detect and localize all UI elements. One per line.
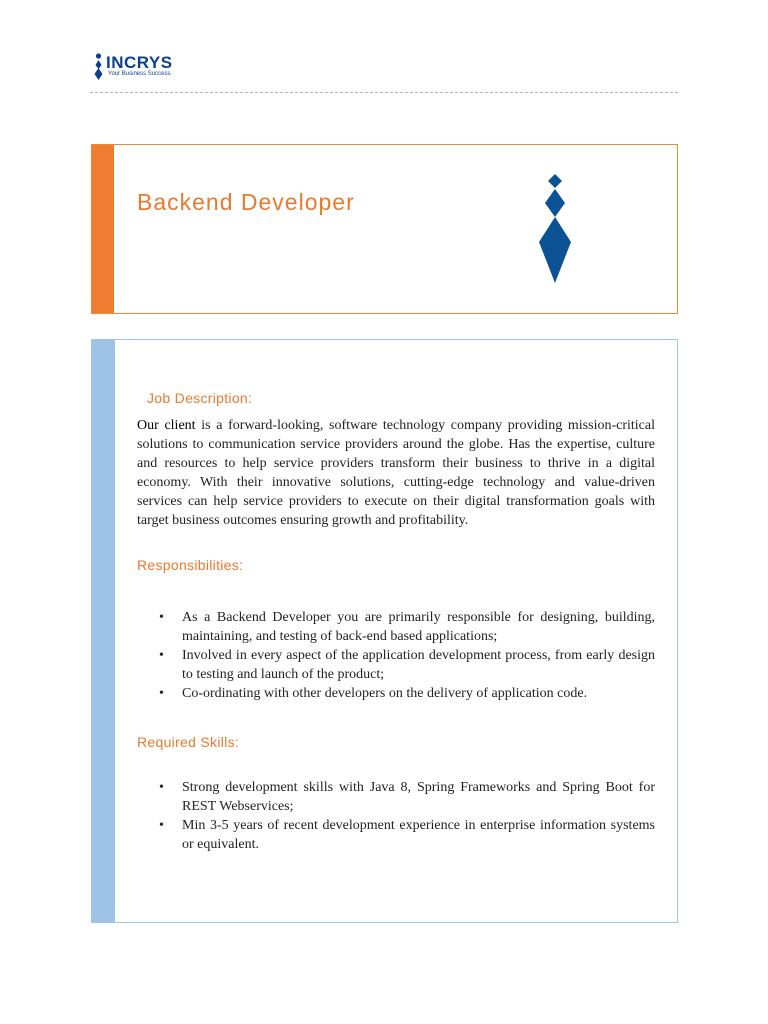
bullet-icon: • — [159, 648, 164, 663]
logo-wordmark: INCRYS — [106, 53, 173, 72]
bullet-icon: • — [159, 610, 164, 625]
logo-tagline: Your Business Success — [108, 71, 171, 77]
list-item — [137, 684, 655, 703]
list-item — [137, 608, 655, 646]
title-accent-bar — [92, 145, 114, 313]
list-item-text: Co-ordinating with other developers on the delivery of application code. — [182, 686, 588, 701]
responsibilities-list — [137, 608, 655, 703]
incrys-logo — [92, 50, 202, 82]
incrys-figure-icon — [94, 53, 103, 80]
title-card — [91, 144, 678, 314]
job-description-text — [137, 416, 655, 530]
list-item-text: Strong development skills with Java 8, Spring Frameworks and Spring Boot for REST Webservices; — [182, 780, 655, 814]
content-card — [91, 339, 678, 923]
list-item — [137, 646, 655, 684]
list-item-text: Min 3-5 years of recent development experience in enterprise information systems or equivalent. — [182, 818, 655, 852]
incrys-figure-icon — [538, 172, 572, 284]
bullet-icon: • — [159, 818, 164, 833]
bullet-icon: • — [159, 686, 164, 701]
job-description-heading: Job Description: — [147, 390, 253, 406]
list-item-text: As a Backend Developer you are primarily responsible for designing, building, maintaining, and testing of back-end based applications; — [182, 610, 655, 644]
job-description-lead: Our client — [137, 418, 196, 433]
bullet-icon: • — [159, 780, 164, 795]
list-item — [137, 778, 655, 816]
required-skills-list — [137, 778, 655, 854]
content-accent-bar — [92, 340, 115, 922]
list-item-text: Involved in every aspect of the application development process, from early design to testing and launch of the product; — [182, 648, 655, 682]
responsibilities-heading: Responsibilities: — [137, 557, 244, 573]
required-skills-heading: Required Skills: — [137, 734, 240, 750]
job-description-body: is a forward-looking, software technology company providing mission-critical solutions to communication service providers around the globe. Has the expertise, culture and resources to help service providers transform their business to thrive in a digital economy. With their innovative solutions, cutting-edge technology and value-driven services can help service providers to execute on their digital transformation goals with target business outcomes ensuring growth and profitability. — [137, 418, 655, 528]
list-item — [137, 816, 655, 854]
page-title: Backend Developer — [137, 189, 355, 215]
header-divider — [90, 92, 678, 93]
